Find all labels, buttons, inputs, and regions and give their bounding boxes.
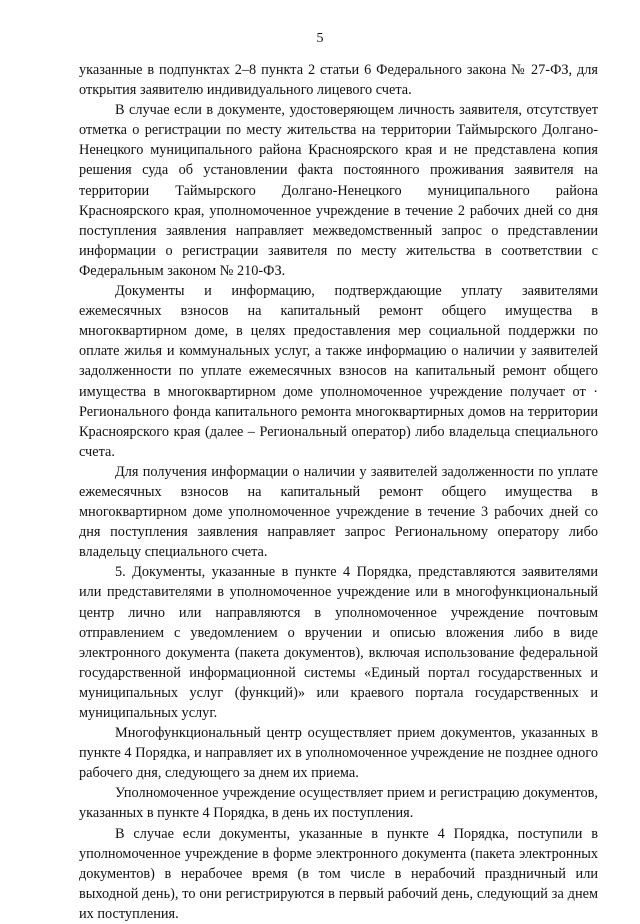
- paragraph-debt-information-request: Для получения информации о наличии у заявителей задолженности по уплате ежемесячных взносов на капитальный ремонт общего имущества в многоквартирном доме уполномоченное учреждение в течение 3 рабочих дней со дня поступления заявления направляет запрос Региональному оператору либо владельцу специального счета.: [79, 463, 598, 561]
- document-body: [79, 60, 598, 924]
- paragraph-item-5-submission: 5. Документы, указанные в пункте 4 Порядка, представляются заявителями или представителями в уполномоченное учреждение или в многофункциональный центр лично или направляются в уполномоченное учреждение почтовым отправлением с уведомлением о вручении и описью вложения либо в виде электронного документа (пакета документов), включая использование федеральной государственной информационной системы «Единый портал государственных и муниципальных услуг (функций)» или краевого портала государственных и муниципальных услуг.: [79, 564, 598, 721]
- paragraph-mfc-reception: Многофункциональный центр осуществляет прием документов, указанных в пункте 4 Порядка, и направляет их в уполномоченное учреждение не позднее одного рабочего дня, следующего за днем их приема.: [79, 725, 598, 782]
- paragraph-electronic-nonworking-time: В случае если документы, указанные в пункте 4 Порядка, поступили в уполномоченное учреждение в форме электронного документа (пакета электронных документов) в нерабочее время (в том числе в нерабочий праздничный или выходной день), то они регистрируются в первый рабочий день, следующий за днем их поступления.: [79, 825, 598, 922]
- paragraph-registration-check: В случае если в документе, удостоверяющем личность заявителя, отсутствует отметка о регистрации по месту жительства на территории Таймырского Долгано-Ненецкого муниципального района Красноярского края и не представлена копия решения суда об установлении факта постоянного проживания заявителя на территории Таймырского Долгано-Ненецкого муниципального района Красноярского края, уполномоченное учреждение в течение 2 рабочих дней со дня поступления заявления направляет межведомственный запрос о представлении информации о регистрации заявителя по месту жительства в соответствии с Федеральным законом № 210-ФЗ.: [79, 102, 598, 279]
- paragraph-continuation: указанные в подпунктах 2–8 пункта 2 статьи 6 Федерального закона № 27-ФЗ, для открытия заявителю индивидуального лицевого счета.: [79, 62, 598, 99]
- page-number: 5: [316, 31, 324, 46]
- paragraph-registration-same-day: Уполномоченное учреждение осуществляет прием и регистрацию документов, указанных в пункте 4 Порядка, в день их поступления.: [79, 785, 598, 822]
- paragraph-capital-repair-payments: Документы и информацию, подтверждающие уплату заявителями ежемесячных взносов на капитальный ремонт общего имущества в многоквартирном доме, в целях предоставления мер социальной поддержки по оплате жилья и коммунальных услуг, а также информацию о наличии у заявителей задолженности по уплате ежемесячных взносов на капитальный ремонт общего имущества в многоквартирном доме уполномоченное учреждение получает от · Регионального фонда капитального ремонта многоквартирных домов на территории Красноярского края (далее – Региональный оператор) либо владельца специального счета.: [79, 283, 598, 460]
